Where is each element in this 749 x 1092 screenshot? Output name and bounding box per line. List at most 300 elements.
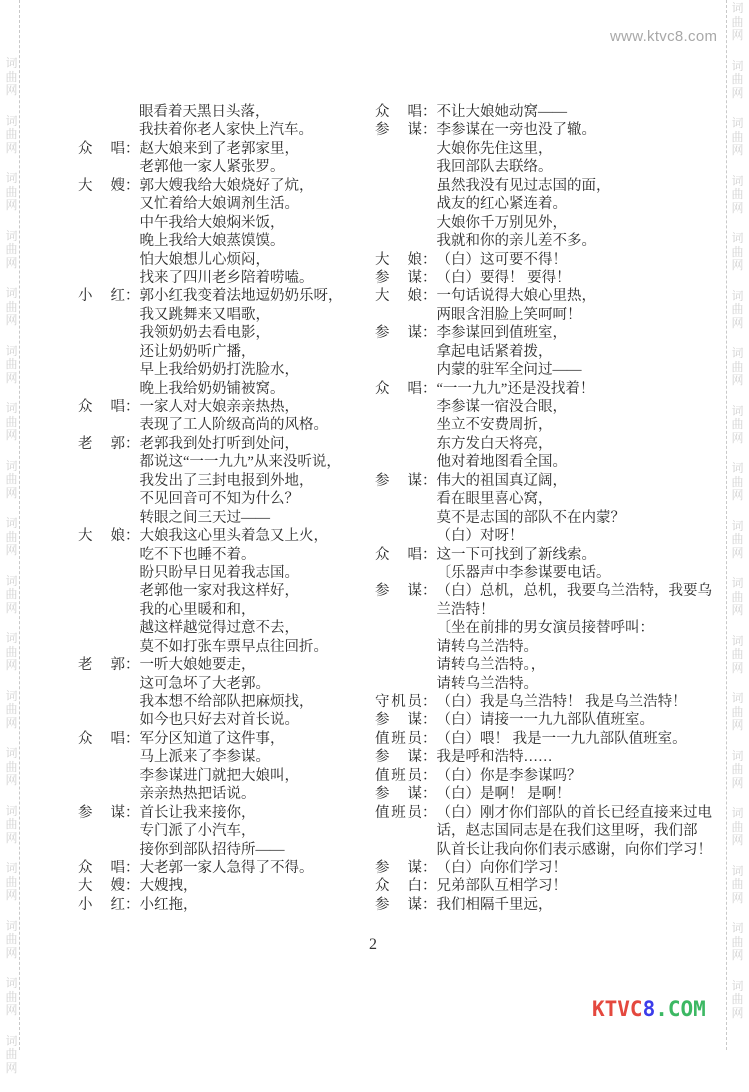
dialogue-line: 兄弟部队互相学习！ [436,878,567,895]
watermark-group [730,175,745,216]
watermark-char: 网 [731,488,744,502]
speaker-name: 值班员 [375,767,422,784]
dialogue-lines [140,896,371,914]
speech-entry [78,877,370,895]
dialogue-lines [140,527,371,656]
watermark-group [730,405,745,446]
dialogue-lines [140,398,371,435]
speaker-name: 老郭 [78,435,125,452]
speaker-name: 众白 [375,878,422,895]
speech-entry [375,804,710,859]
watermark-char: 曲 [731,934,744,949]
speaker-name: 众唱 [78,140,125,157]
dialogue-lines [437,896,711,914]
watermark-char: 词 [731,288,744,303]
speech-entry [375,251,710,269]
logo-text-eight: 8 [642,997,656,1021]
dialogue-line: （白）是啊！ 是啊！ [436,786,571,803]
dialogue-line: （白）你是李参谋吗？ [436,767,582,784]
speaker-name: 参谋 [375,122,422,139]
dialogue-line: “一一九九”还是没找着！ [436,380,595,397]
watermark-char: 网 [731,373,744,387]
speaker-colon: ： [422,380,437,397]
dialogue-line: 眼看着天黑日头落， [139,104,270,120]
dialogue-line: 盼只盼早日见着我志国。 [139,564,299,581]
dialogue-line: 拿起电话紧着拨， [436,343,553,360]
dialogue-line: 李参谋一宿没合眼， [436,399,567,415]
watermark-char: 曲 [731,532,744,546]
dialogue-line: 请转乌兰浩特。 [436,638,538,655]
watermark-char: 曲 [5,874,18,889]
watermark-char: 网 [731,775,744,790]
watermark-char: 网 [731,200,744,215]
speech-entry [375,380,710,472]
dialogue-line: 一句话说得大娘心里热， [436,288,596,305]
speaker-name: 老郭 [78,657,125,674]
watermark-char: 网 [5,140,18,155]
dialogue-lines [140,730,371,804]
watermark-group [4,747,19,788]
watermark-char: 词 [5,746,18,760]
watermark-char: 词 [731,863,744,878]
site-logo [592,997,706,1021]
dialogue-lines [437,546,711,583]
speaker-name: 大嫂 [78,177,125,194]
watermark-char: 网 [5,370,18,385]
speaker-colon: ： [422,859,437,876]
dialogue-lines [140,177,371,288]
dialogue-line: 郭大嫂我给大娘烧好了炕， [139,177,314,194]
watermark-group [730,865,745,906]
dialogue-line: 我的心里暖和和， [139,601,256,618]
watermark-char: 曲 [731,647,744,661]
watermark-char: 曲 [5,414,18,429]
watermark-group [4,517,19,558]
dialogue-line: 〔乐器声中李参谋要电话。 [436,564,611,581]
dialogue-line: （白）喂！ 我是一一九九部队值班室。 [436,730,687,747]
watermark-char: 词 [731,461,744,475]
speaker-name [78,103,125,121]
speech-entry [375,324,710,379]
dialogue-line: 大娘你先住这里， [436,140,553,157]
watermark-char: 网 [5,198,18,212]
speech-entry [375,287,710,324]
dialogue-lines [437,767,711,785]
watermark-group [730,462,745,503]
watermark-group [730,807,745,848]
dialogue-lines [437,859,711,877]
watermark-char: 词 [731,173,744,188]
watermark-char: 网 [5,543,18,557]
watermark-char: 曲 [731,474,744,489]
watermark-char: 网 [5,1060,18,1075]
speaker-colon: ： [125,288,140,305]
dialogue-line: 小红拖， [139,896,198,913]
dialogue-lines [437,748,711,766]
watermark-group [4,287,19,328]
watermark-char: 词 [731,58,744,73]
watermark-char: 词 [5,343,18,358]
speech-entry [375,269,710,287]
dialogue-line: 老郭我到处打听到处问， [139,435,299,452]
dialogue-line: 专门派了小汽车， [139,823,256,840]
speaker-name: 参谋 [375,583,422,600]
dialogue-line: 大娘你千万别见外， [436,214,567,231]
watermark-char: 词 [731,748,744,763]
dialogue-line: 这可急坏了大老郭。 [139,675,270,692]
watermark-group [4,230,19,271]
watermark-char: 曲 [731,819,744,834]
dialogue-line: 军分区知道了这件事， [139,730,285,747]
watermark-char: 曲 [731,359,744,374]
watermark-char: 词 [5,228,18,243]
speech-entry [78,103,370,140]
watermark-group [4,575,19,616]
dialogue-line: 还让奶奶听广播， [139,343,256,360]
watermark-char: 网 [731,660,744,675]
dialogue-line: 又忙着给大娘调剂生活。 [139,196,299,213]
dialogue-line: 吃不下也睡不着。 [139,546,256,563]
watermark-char: 曲 [731,187,744,201]
dialogue-lines [437,711,711,729]
watermark-char: 网 [5,1003,18,1017]
watermark-char: 词 [5,113,18,128]
dialogue-line: 接你到部队招待所—— [139,841,285,858]
speech-entry [78,177,370,288]
dialogue-line: 不见回音可不知为什么？ [139,491,299,508]
watermark-char: 网 [5,83,18,97]
speaker-colon: ： [125,140,140,157]
dialogue-line: 大嫂拽， [139,878,198,895]
dialogue-lines [140,656,371,730]
speaker-name: 小红 [78,896,125,913]
watermark-group [4,57,19,98]
speaker-name: 大娘 [375,288,422,305]
watermark-char: 网 [5,830,18,845]
right-dashed-border [726,0,727,1050]
watermark-char: 网 [731,258,744,272]
watermark-char: 曲 [5,702,18,716]
speaker-colon: ： [422,325,437,342]
speaker-name: 参谋 [78,804,125,821]
dialogue-line: 两眼含泪脸上笑呵呵！ [436,306,582,323]
speaker-name: 参谋 [375,712,422,729]
dialogue-line: （白）对呀！ [436,528,524,545]
speaker-name: 众唱 [78,730,125,747]
speech-entry [375,711,710,729]
site-watermark: www.ktvc8.com [610,28,718,45]
speech-entry [375,103,710,121]
dialogue-line: 转眼之间三天过—— [139,509,270,526]
speaker-colon: ： [125,730,140,747]
dialogue-line: 李参谋进门就把大娘叫， [139,767,299,784]
watermark-char: 曲 [5,127,18,141]
speaker-colon: ： [125,896,140,913]
dialogue-lines [437,804,711,859]
dialogue-line: 早上我给奶奶打洗脸水， [139,362,299,379]
speaker-name: 参谋 [375,269,422,286]
watermark-char: 网 [5,600,18,615]
watermark-group [4,115,19,156]
watermark-group [4,460,19,501]
watermark-char: 曲 [5,644,18,659]
dialogue-lines [140,140,371,177]
watermark-char: 网 [5,428,18,442]
watermark-char: 曲 [731,992,744,1006]
speech-entry [375,730,710,748]
watermark-char: 曲 [5,69,18,84]
dialogue-line: 我就和你的亲儿差不多。 [436,233,596,250]
dialogue-lines [139,103,370,140]
watermark-group [4,977,19,1018]
dialogue-lines [437,251,711,269]
script-column-right [375,103,710,914]
watermark-char: 曲 [731,244,744,259]
speaker-colon: ： [422,583,437,600]
dialogue-line: 这一下可找到了新线索。 [436,546,596,563]
dialogue-line: 晚上我给大娘蒸馍馍。 [139,233,285,250]
watermark-char: 曲 [731,302,744,316]
left-dashed-border [19,0,20,1050]
watermark-char: 词 [5,573,18,588]
speaker-name: 参谋 [375,472,422,489]
watermark-group [730,60,745,101]
speaker-colon: ： [125,177,140,194]
watermark-char: 词 [5,401,18,415]
watermark-group [4,402,19,443]
dialogue-line: （白）向你们学习！ [436,859,567,876]
dialogue-line: 如今也只好去对首长说。 [139,712,299,729]
speech-entry [375,472,710,546]
speaker-colon: ： [422,269,437,286]
dialogue-lines [140,287,371,398]
speaker-colon: ： [422,767,437,784]
speech-entry [78,398,370,435]
logo-text-ktvc: KTVC [592,997,643,1021]
dialogue-line: 请转乌兰浩特。， [436,657,546,674]
watermark-char: 词 [5,1033,18,1048]
dialogue-line: 我又跳舞来又唱歌， [139,306,270,323]
dialogue-line: 东方发白天将亮， [436,435,553,452]
watermark-group [730,2,745,43]
watermark-char: 网 [731,85,744,100]
speaker-name: 众唱 [375,104,422,120]
watermark-char: 曲 [5,587,18,601]
speaker-colon [125,103,139,121]
watermark-char: 词 [5,803,18,818]
dialogue-line: 都说这“一一九九”从来没听说， [139,454,341,471]
watermark-group [4,690,19,731]
speech-entry [375,859,710,877]
watermark-char: 曲 [5,817,18,831]
speech-entry [375,693,710,711]
speaker-colon: ： [125,657,140,674]
speaker-colon: ： [422,804,437,821]
speech-entry [375,582,710,693]
watermark-char: 词 [5,171,18,185]
watermark-char: 曲 [5,989,18,1004]
dialogue-line: 赵大娘来到了老郭家里， [139,140,299,157]
speaker-name: 众唱 [78,859,125,876]
speaker-name: 小红 [78,288,125,305]
watermark-group [730,922,745,963]
dialogue-line: （白）我是乌兰浩特！ 我是乌兰浩特！ [436,694,687,710]
watermark-char: 词 [731,921,744,935]
watermark-group [730,520,745,561]
watermark-group [730,980,745,1021]
watermark-char: 网 [5,313,18,327]
dialogue-line: （白）要得！ 要得！ [436,269,571,286]
watermark-char: 网 [5,715,18,730]
dialogue-line: 亲亲热热把话说。 [139,786,256,803]
speaker-name: 大娘 [78,528,125,545]
watermark-char: 曲 [5,242,18,256]
watermark-char: 网 [731,833,744,847]
speaker-name: 值班员 [375,804,422,821]
speaker-colon: ： [125,859,140,876]
speaker-colon: ： [422,122,437,139]
speaker-colon: ： [422,694,437,710]
watermark-char: 网 [731,28,744,42]
logo-text-dot: . [655,997,668,1021]
dialogue-line: 虽然我没有见过志国的面， [436,177,611,194]
watermark-char: 曲 [731,589,744,604]
speaker-colon: ： [125,399,140,415]
dialogue-lines [437,121,711,250]
watermark-group [730,750,745,791]
speaker-colon: ： [125,528,140,545]
watermark-char: 网 [731,545,744,560]
watermark-char: 曲 [731,72,744,86]
watermark-char: 词 [5,688,18,703]
speech-entry [375,877,710,895]
dialogue-line: 李参谋回到值班室， [436,325,567,342]
speaker-colon: ： [422,104,437,120]
watermark-char: 网 [731,890,744,905]
watermark-group [4,805,19,846]
watermark-group [4,345,19,386]
watermark-char: 曲 [5,184,18,199]
watermark-char: 词 [5,976,18,990]
dialogue-lines [437,877,711,895]
speaker-name: 参谋 [375,749,422,766]
watermark-char: 网 [5,658,18,672]
dialogue-line: 晚上我给奶奶铺被窝。 [139,380,285,397]
dialogue-line: 我们相隔千里远， [436,896,553,913]
watermark-char: 词 [731,403,744,418]
dialogue-line: 马上派来了李参谋。 [139,749,270,766]
dialogue-line: 内蒙的驻军全问过—— [436,362,582,379]
page-number: 2 [369,936,377,953]
speaker-colon: ： [422,546,437,563]
speech-entry [78,435,370,527]
logo-text-com: COM [667,997,706,1021]
dialogue-lines [437,693,711,711]
speaker-colon: ： [422,712,437,729]
watermark-char: 曲 [731,14,744,29]
watermark-char: 词 [5,516,18,530]
dialogue-lines [437,472,711,546]
dialogue-line: 找来了四川老乡陪着唠嗑。 [139,269,314,286]
speaker-name: 大娘 [375,251,422,268]
speech-entry [78,896,370,914]
watermark-group [4,632,19,673]
dialogue-line: 话，赵志国同志是在我们这里呀，我们部 [436,823,698,840]
speaker-name: 参谋 [375,896,422,913]
watermark-char: 曲 [731,704,744,719]
watermark-group [4,172,19,213]
speaker-colon: ： [422,730,437,747]
watermark-char: 曲 [5,1047,18,1061]
dialogue-line: 我发出了三封电报到外地， [139,472,314,489]
watermark-char: 网 [731,603,744,617]
speech-entry [375,785,710,803]
speaker-colon: ： [422,749,437,766]
speaker-name: 参谋 [375,786,422,803]
dialogue-lines [437,287,711,324]
dialogue-line: （白）请接一一九九部队值班室。 [436,712,654,729]
watermark-char: 词 [731,116,744,130]
dialogue-line: 首长让我来接你， [139,804,256,821]
dialogue-line: 〔坐在前排的男女演员接替呼叫： [436,620,654,637]
watermark-char: 曲 [5,357,18,371]
speech-entry [78,527,370,656]
speaker-colon: ： [422,878,437,895]
dialogue-lines [437,103,711,121]
dialogue-line: 表现了工人阶级高尚的风格。 [139,417,328,434]
dialogue-line: 大娘我这心里头着急又上火， [139,528,328,545]
watermark-char: 词 [5,286,18,300]
dialogue-line: 坐立不安费周折， [436,417,553,434]
speaker-colon: ： [125,435,140,452]
watermark-char: 词 [731,978,744,993]
watermark-group [730,232,745,273]
watermark-char: 词 [5,918,18,933]
watermark-char: 曲 [731,877,744,891]
speaker-name: 值班员 [375,730,422,747]
watermark-char: 词 [731,231,744,245]
watermark-group [730,290,745,331]
dialogue-line: 我领奶奶去看电影， [139,325,270,342]
dialogue-line: 越这样越觉得过意不去， [139,620,299,637]
dialogue-line: 李参谋在一旁也没了辙。 [436,122,596,139]
speaker-name: 大嫂 [78,878,125,895]
watermark-char: 词 [5,56,18,70]
dialogue-line: 大老郭一家人急得了不得。 [139,859,314,876]
dialogue-line: 不让大娘她动窝—— [436,104,567,120]
watermark-char: 网 [731,1005,744,1020]
speaker-name: 参谋 [375,325,422,342]
dialogue-line: 郭小红我变着法地逗奶奶乐呀， [139,288,343,305]
watermark-char: 词 [731,806,744,820]
watermark-char: 词 [731,576,744,590]
speech-entry [78,804,370,859]
watermark-char: 词 [731,1,744,15]
dialogue-line: 一家人对大娘亲亲热热， [139,399,299,415]
speech-entry [375,748,710,766]
speaker-colon: ： [422,288,437,305]
dialogue-line: 伟大的祖国真辽阔， [436,472,567,489]
speech-entry [375,767,710,785]
dialogue-lines [140,877,371,895]
dialogue-line: 我回部队去联络。 [436,159,553,176]
watermark-group [4,862,19,903]
watermark-char: 曲 [5,759,18,774]
watermark-char: 网 [5,888,18,902]
dialogue-lines [437,269,711,287]
speaker-name: 众唱 [375,546,422,563]
watermark-char: 网 [5,485,18,500]
